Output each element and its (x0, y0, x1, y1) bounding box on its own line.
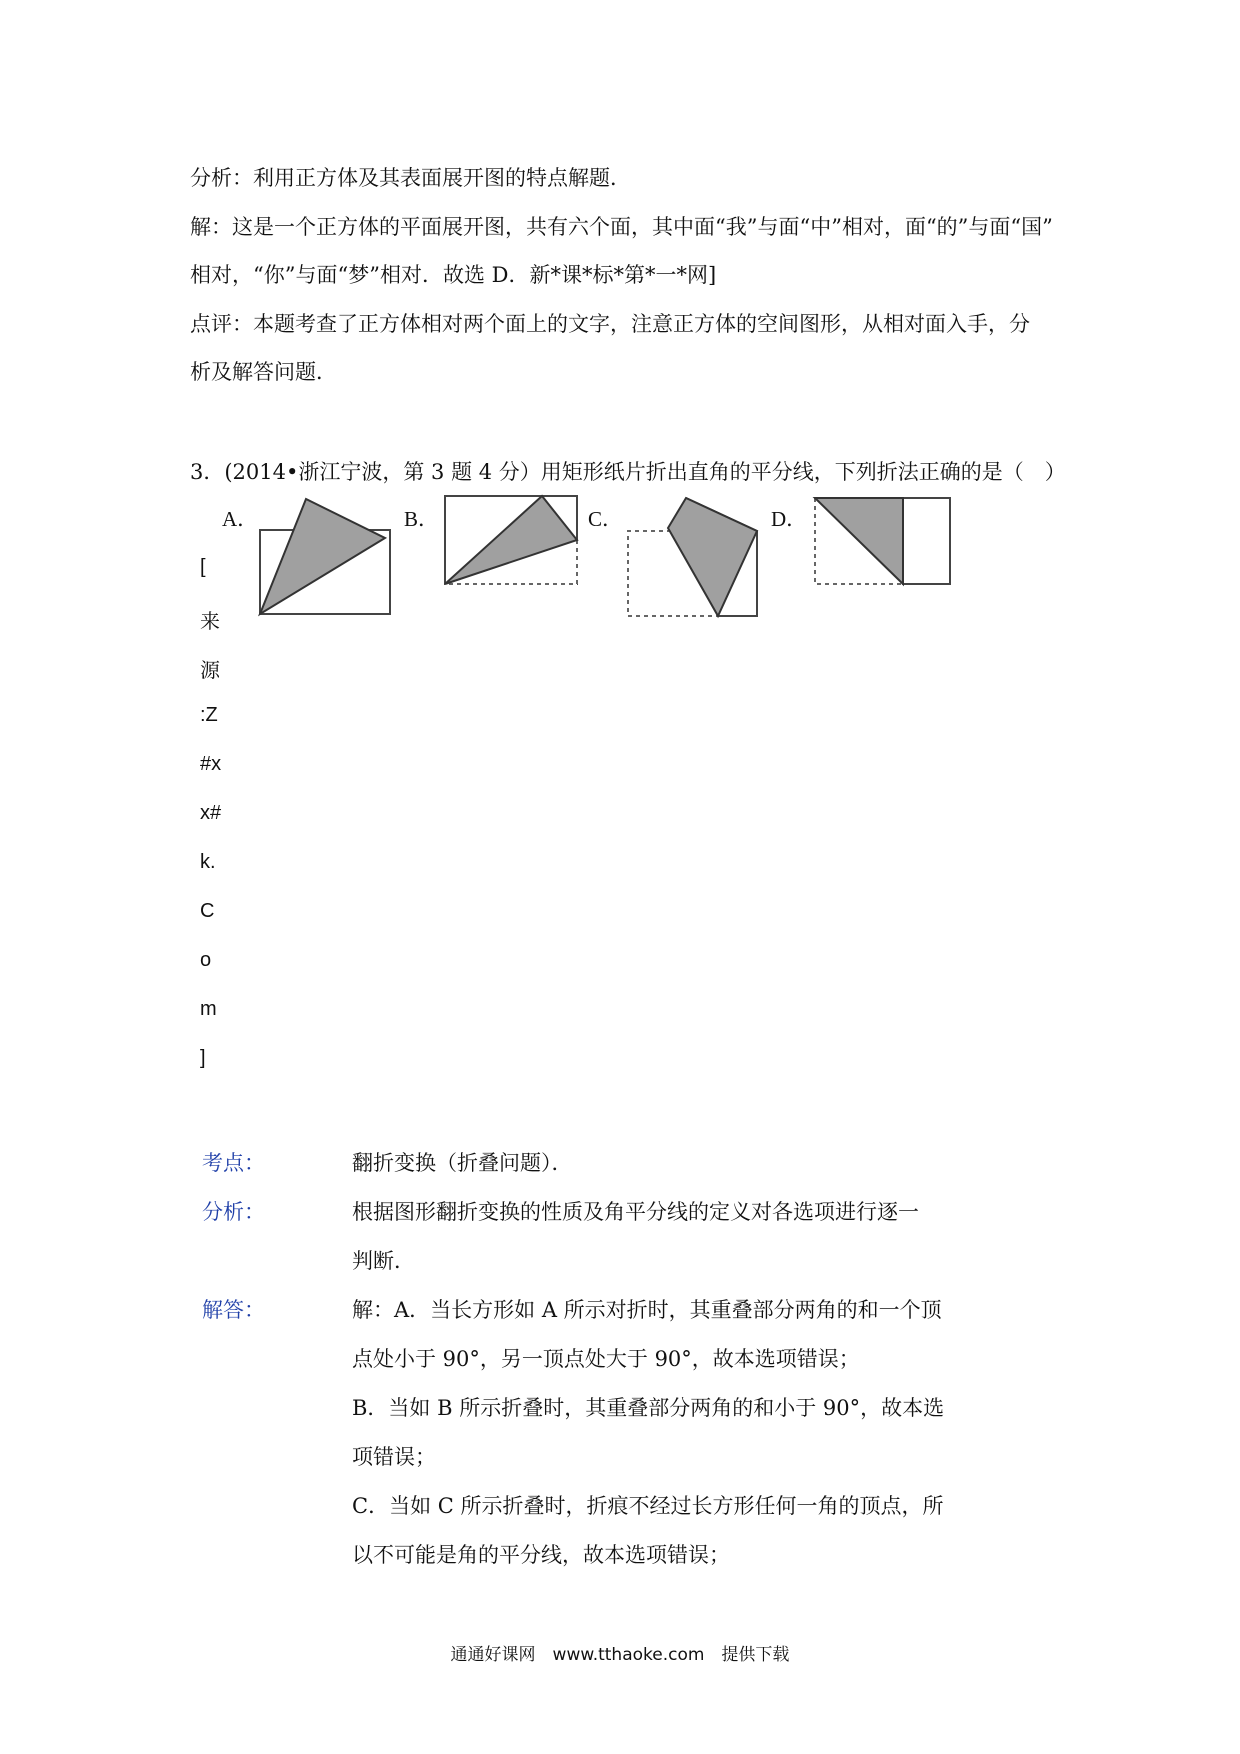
option-c-label: C． (588, 507, 624, 531)
fenxi-line-1: 根据图形翻折变换的性质及角平分线的定义对各选项进行逐一 (352, 1200, 919, 1224)
option-a-label: A． (222, 507, 259, 531)
jieda-line: 以不可能是角的平分线，故本选项错误； (352, 1543, 730, 1567)
comment-line-2: 析及解答问题． (190, 360, 337, 384)
option-b-label: B． (404, 507, 440, 531)
source-char: [ (200, 556, 206, 578)
jieda-line: C．当如 C 所示折叠时，折痕不经过长方形任何一角的顶点，所 (352, 1494, 944, 1518)
analysis-line-1: 分析：利用正方体及其表面展开图的特点解题． (190, 166, 631, 190)
jieda-line: 解：A．当长方形如 A 所示对折时，其重叠部分两角的和一个顶 (352, 1298, 942, 1322)
kaodian-text: 翻折变换（折叠问题）． (352, 1151, 573, 1175)
comment-line-1: 点评：本题考查了正方体相对两个面上的文字，注意正方体的空间图形，从相对面入手，分 (190, 312, 1030, 336)
source-char: ] (200, 1047, 206, 1069)
jieda-line: 项错误； (352, 1445, 436, 1469)
question-3-text: 3．(2014•浙江宁波，第 3 题 4 分）用矩形纸片折出直角的平分线，下列折法正确的是（ ） (190, 460, 1066, 484)
jieda-label: 解答： (202, 1298, 265, 1322)
fenxi-line-2: 判断． (352, 1249, 415, 1273)
figure-c (628, 498, 757, 616)
source-char: C (200, 900, 215, 922)
source-char: o (200, 949, 212, 971)
option-d-label: D． (771, 507, 808, 531)
source-char: x# (200, 802, 222, 824)
source-char: k. (200, 851, 216, 873)
source-char: 源 (200, 660, 220, 682)
source-char: 来 (200, 611, 220, 633)
folding-figures (0, 0, 1240, 700)
jieda-line: 点处小于 90°，另一顶点处大于 90°，故本选项错误； (352, 1347, 860, 1371)
source-char: m (200, 998, 217, 1020)
figure-b (445, 496, 577, 584)
source-char: #x (200, 753, 222, 775)
source-char: :Z (200, 704, 218, 726)
figure-d (815, 498, 950, 584)
jieda-line: B．当如 B 所示折叠时，其重叠部分两角的和小于 90°，故本选 (352, 1396, 945, 1420)
solution-line-2: 相对，“你”与面“梦”相对．故选 D．新*课*标*第*一*网] (190, 263, 717, 287)
kaodian-label: 考点： (202, 1151, 265, 1175)
page-footer: 通通好课网 www.tthaoke.com 提供下载 (450, 1645, 790, 1665)
figure-a (260, 499, 390, 614)
solution-line-1: 解：这是一个正方体的平面展开图，共有六个面，其中面“我”与面“中”相对，面“的”与面“国” (190, 215, 1053, 239)
fenxi-label: 分析： (202, 1200, 265, 1224)
